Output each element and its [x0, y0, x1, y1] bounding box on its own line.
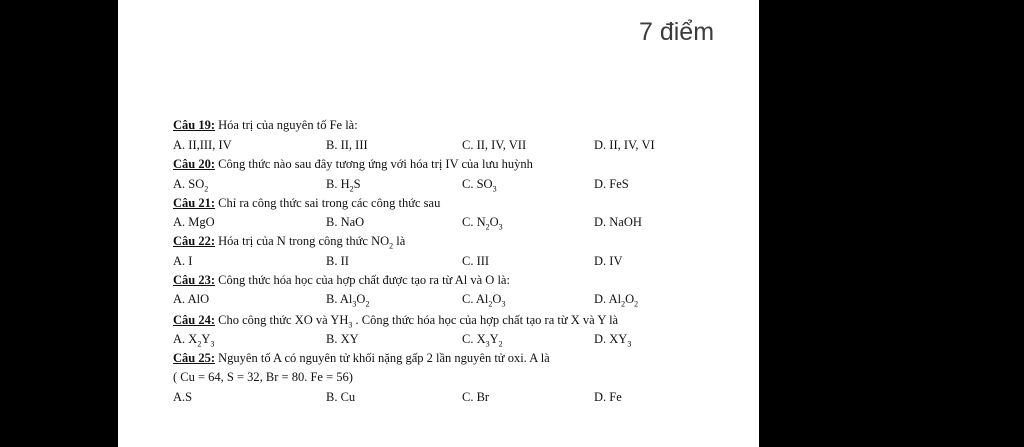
points-label: 7 điểm	[639, 18, 715, 46]
option-a: A. AlO	[173, 292, 210, 306]
question-21	[173, 196, 440, 211]
question-text: Chỉ ra công thức sai trong các công thức sau	[218, 196, 441, 210]
option-d: D. IV	[594, 254, 623, 268]
question-19	[173, 118, 358, 133]
question-text: Nguyên tố A có nguyên tử khối nặng gấp 2 lần nguyên tử oxi. A là	[218, 351, 550, 365]
question-23	[173, 273, 510, 288]
option-d: D. $XY_3$	[594, 332, 632, 349]
option-a: A. $SO_2$	[173, 177, 209, 194]
question-label: Câu 23:	[173, 273, 216, 287]
question-22	[173, 234, 405, 251]
option-b: B. Cu	[326, 390, 356, 404]
question-note: ( Cu = 64, S = 32, Br = 80. Fe = 56)	[173, 370, 353, 384]
option-d: D. II, IV, VI	[594, 138, 655, 152]
option-c: C. III	[462, 254, 490, 268]
option-b: B. $H_2S$	[326, 177, 361, 194]
question-label: Câu 24:	[173, 313, 216, 327]
option-c: C. $Al_2O_3$	[462, 292, 506, 309]
option-d: D. $Al_2O_2$	[594, 292, 639, 309]
option-a: A.S	[173, 390, 193, 404]
option-b: B. XY	[326, 332, 359, 346]
option-a: A. $X_2Y_3$	[173, 332, 215, 349]
question-label: Câu 25:	[173, 351, 216, 365]
option-d: D. NaOH	[594, 215, 642, 229]
question-label: Câu 21:	[173, 196, 216, 210]
question-text: Công thức nào sau đây tương ứng với hóa trị IV của lưu huỳnh	[218, 157, 533, 171]
question-25	[173, 351, 550, 366]
question-label: Câu 22:	[173, 234, 216, 248]
option-b: B. NaO	[326, 215, 365, 229]
question-label: Câu 19:	[173, 118, 216, 132]
question-text: Công thức hóa học của hợp chất được tạo ra từ Al và O là:	[218, 273, 510, 287]
option-a: A. I	[173, 254, 193, 268]
question-text: Hóa trị của N trong công thức $NO_2$ là	[218, 234, 406, 251]
option-c: C. Br	[462, 390, 490, 404]
question-20	[173, 157, 533, 172]
option-a: A. II,III, IV	[173, 138, 232, 152]
option-c: C. $X_3Y_2$	[462, 332, 503, 349]
option-a: A. MgO	[173, 215, 215, 229]
question-text: Cho công thức XO và $YH_3$ . Công thức hóa học của hợp chất tạo ra từ X và Y là	[218, 313, 619, 330]
option-c: C. II, IV, VII	[462, 138, 527, 152]
option-b: B. II, III	[326, 138, 368, 152]
option-d: D. FeS	[594, 177, 629, 191]
question-24	[173, 313, 618, 330]
option-d: D. Fe	[594, 390, 622, 404]
question-label: Câu 20:	[173, 157, 216, 171]
option-c: C. $SO_3$	[462, 177, 497, 194]
question-text: Hóa trị của nguyên tố Fe là:	[218, 118, 358, 132]
option-b: B. $Al_3O_2$	[326, 292, 370, 309]
option-b: B. II	[326, 254, 349, 268]
option-c: C. $N_2O_3$	[462, 215, 503, 232]
